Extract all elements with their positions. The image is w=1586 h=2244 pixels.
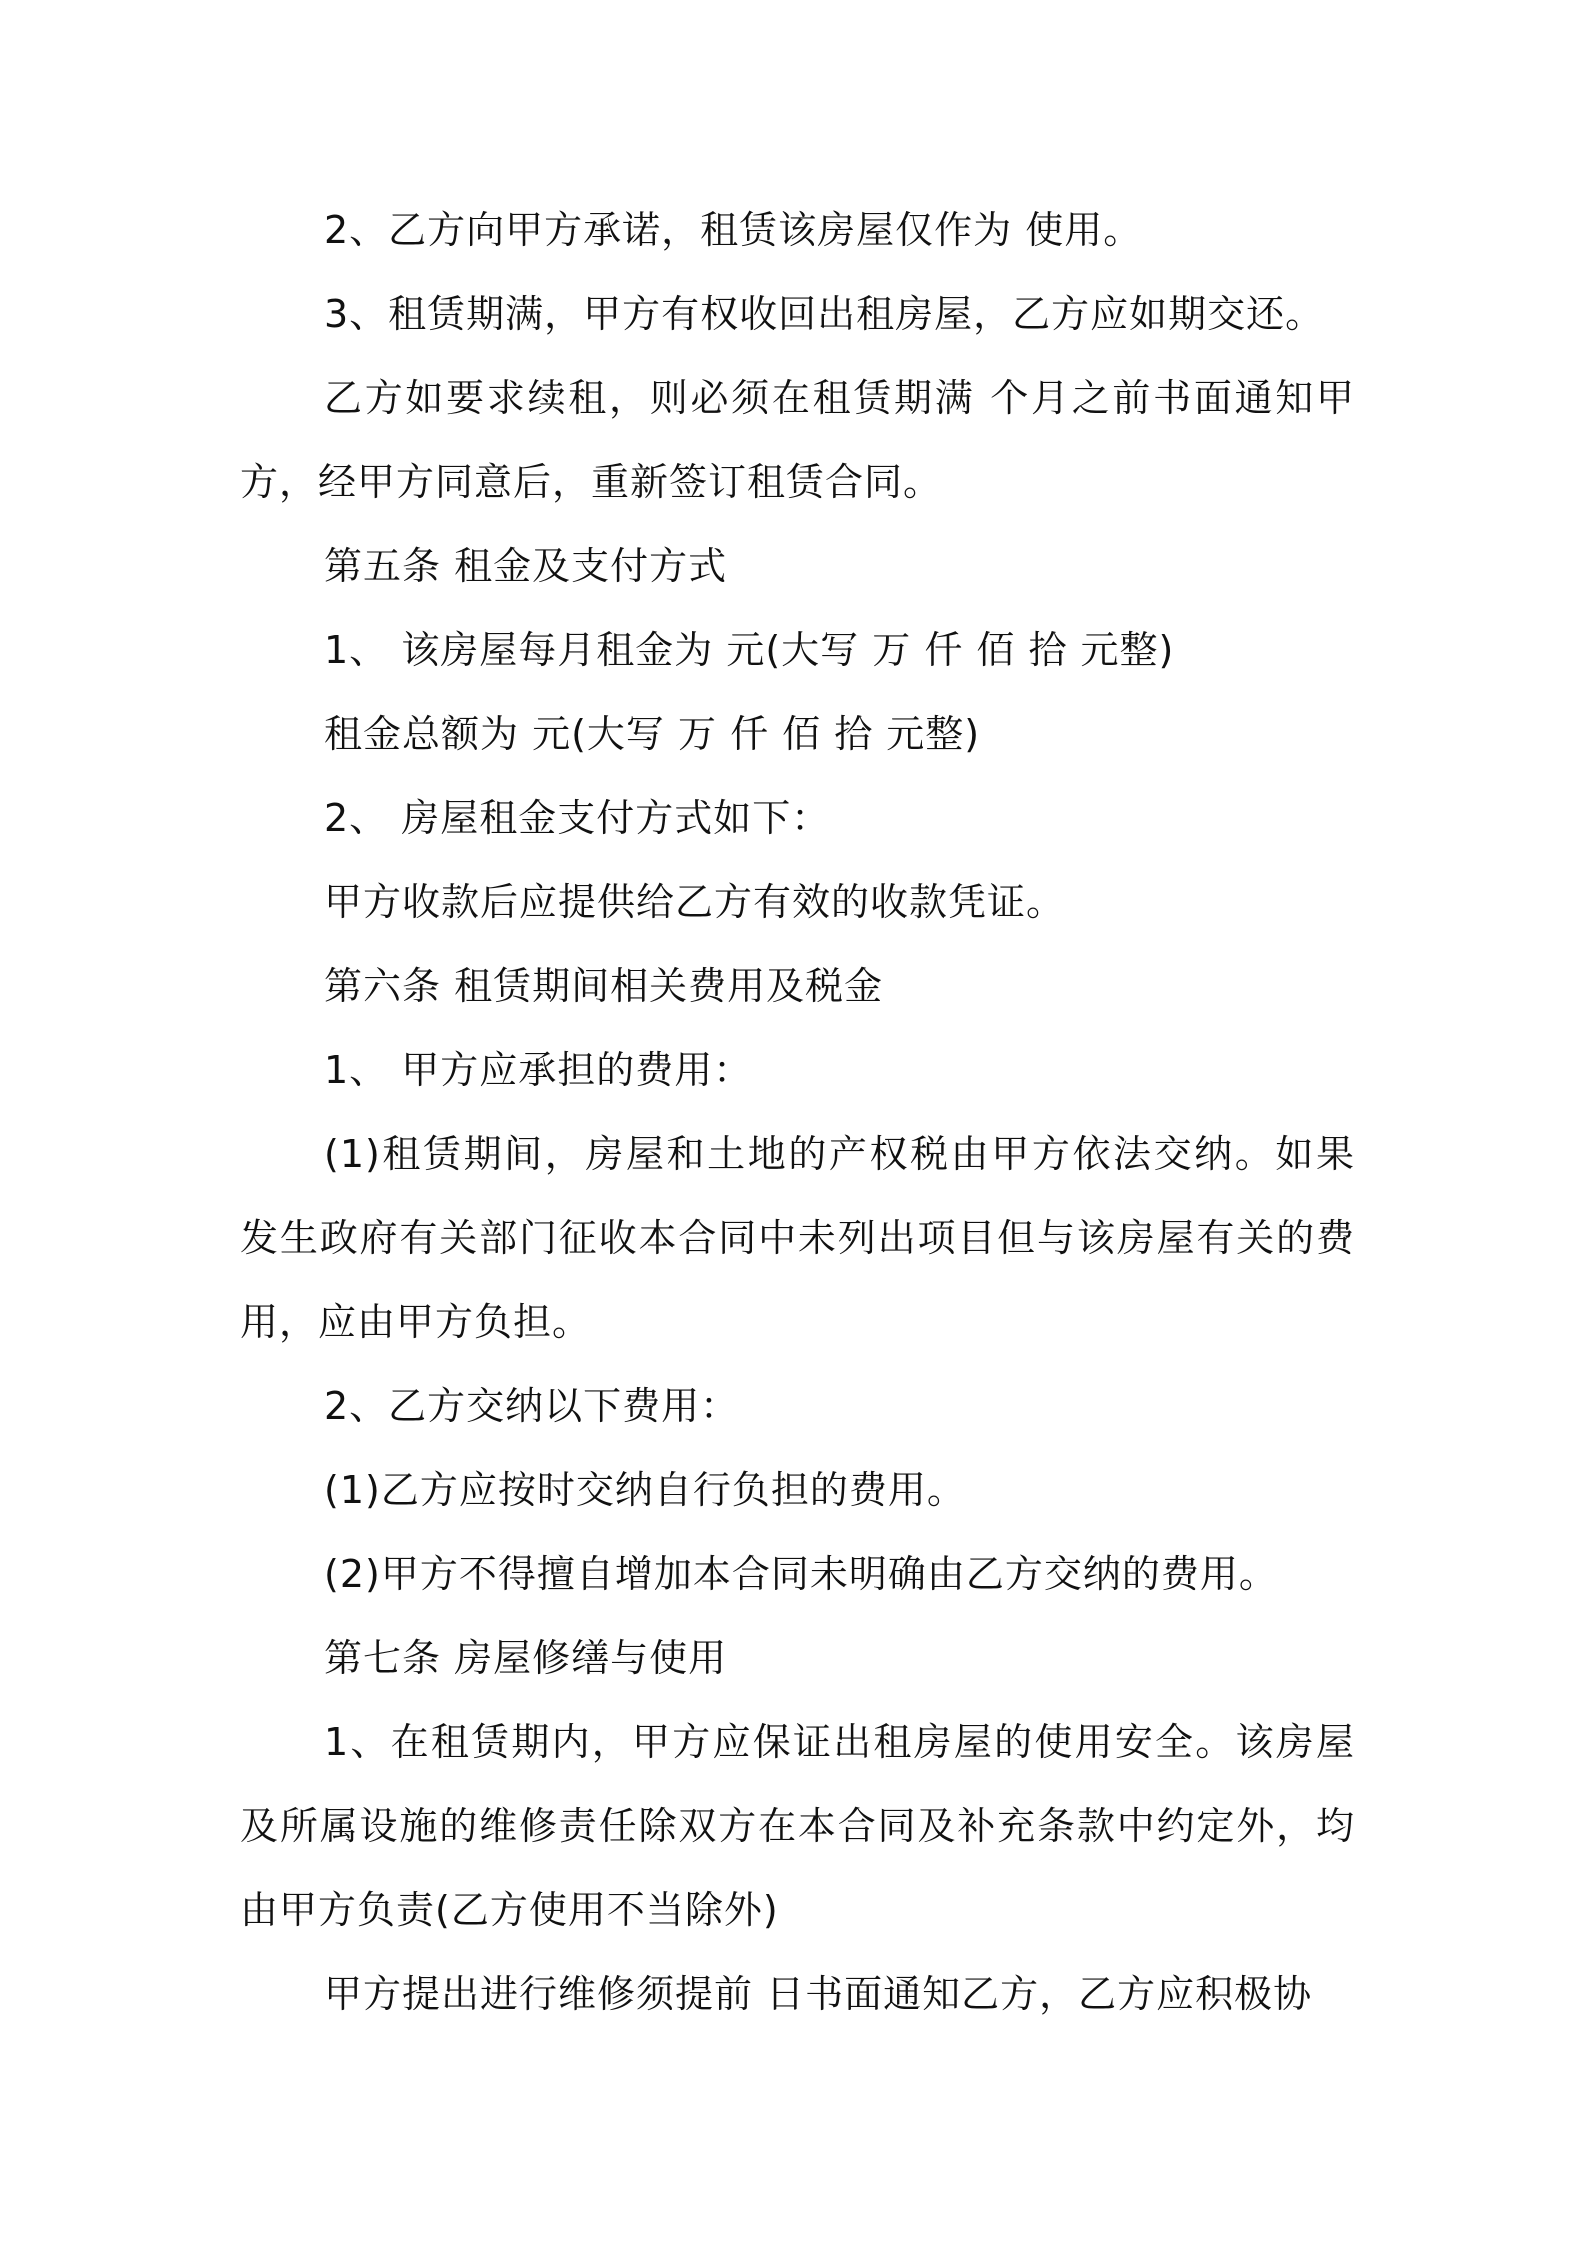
paragraph-party-b-fee-2: (2)甲方不得擅自增加本合同未明确由乙方交纳的费用。 xyxy=(324,1552,1278,1596)
paragraph-total-rent: 租金总额为 元(大写 万 仟 佰 拾 元整) xyxy=(324,712,981,756)
paragraph-property-tax: (1)租赁期间，房屋和土地的产权税由甲方依法交纳。如果发生政府有关部门征收本合同中未列出项目但与该房屋有关的费用，应由甲方负担。 xyxy=(240,1132,1355,1344)
paragraph-receipt: 甲方收款后应提供给乙方有效的收款凭证。 xyxy=(324,880,1066,924)
paragraph-monthly-rent: 1、 该房屋每月租金为 元(大写 万 仟 佰 拾 元整) xyxy=(324,628,1175,672)
article-7-heading: 第七条 房屋修缮与使用 xyxy=(324,1636,728,1680)
paragraph-party-a-fees: 1、 甲方应承担的费用： xyxy=(324,1048,753,1092)
paragraph-party-b-fees: 2、乙方交纳以下费用： xyxy=(324,1384,740,1428)
paragraph-repair-responsibility: 1、在租赁期内，甲方应保证出租房屋的使用安全。该房屋及所属设施的维修责任除双方在本合同及补充条款中约定外，均由甲方负责(乙方使用不当除外) xyxy=(240,1720,1355,1932)
paragraph-usage-promise: 2、乙方向甲方承诺，租赁该房屋仅作为 使用。 xyxy=(324,208,1143,252)
paragraph-repair-notice: 甲方提出进行维修须提前 日书面通知乙方，乙方应积极协 xyxy=(324,1972,1313,2016)
paragraph-renewal-notice: 乙方如要求续租，则必须在租赁期满 个月之前书面通知甲方，经甲方同意后，重新签订租赁合同。 xyxy=(240,376,1355,504)
article-6-heading: 第六条 租赁期间相关费用及税金 xyxy=(324,964,884,1008)
article-5-heading: 第五条 租金及支付方式 xyxy=(324,544,728,588)
paragraph-lease-expiry: 3、租赁期满，甲方有权收回出租房屋，乙方应如期交还。 xyxy=(324,292,1325,336)
document-body xyxy=(240,188,1355,2036)
paragraph-payment-method: 2、 房屋租金支付方式如下： xyxy=(324,796,831,840)
paragraph-party-b-fee-1: (1)乙方应按时交纳自行负担的费用。 xyxy=(324,1468,966,1512)
